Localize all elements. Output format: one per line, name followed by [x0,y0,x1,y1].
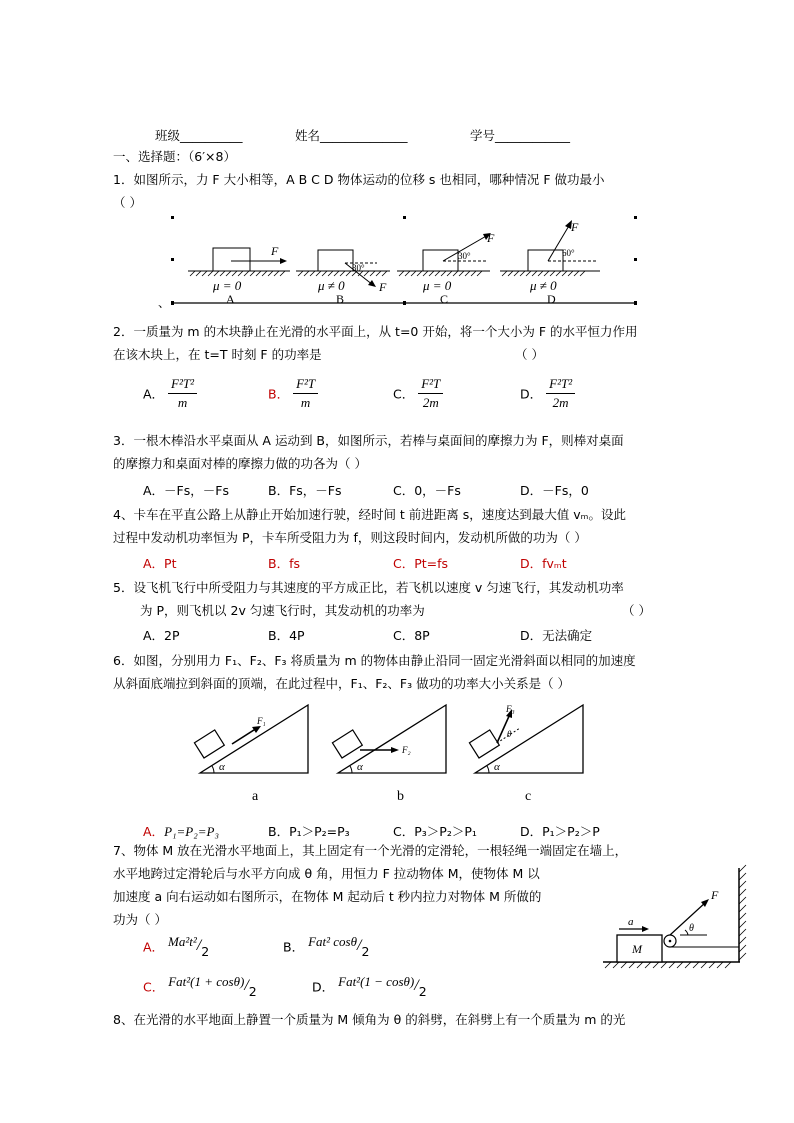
q2-option-b[interactable]: B． $\frac{\text{F²T}}{m}$ [268,376,318,411]
q6-option-b[interactable]: B．P₁＞P₂=P₃ [268,824,350,839]
svg-text:F: F [379,280,387,294]
q3-option-b[interactable]: B．Fs，－Fs [268,483,342,498]
q5-text-line2: 为 P，则飞机以 2v 匀速飞行时，其发动机的功率为 [140,603,425,618]
svg-text:a: a [252,789,259,804]
svg-text:α: α [219,761,225,773]
q2-answer-paren: （ ） [515,347,544,362]
q5-option-c[interactable]: C．8P [393,628,430,643]
q4-option-d[interactable]: D．fvₘt [520,556,567,571]
q2-option-a[interactable]: A． $\frac{\text{F²T²}}{m}$ [143,376,197,411]
q7-option-a[interactable]: A． Ma²t²/2 [143,934,210,959]
svg-text:θ: θ [507,729,512,739]
svg-text:b: b [397,789,404,804]
q5-option-b[interactable]: B．4P [268,628,305,643]
svg-text:μ = 0: μ = 0 [213,278,242,293]
q2-option-c[interactable]: C． $\frac{\text{F²T}}{2m}$ [393,376,443,411]
q5-text-line1: 5．设飞机飞行中所受阻力与其速度的平方成正比，若飞机以速度 v 匀速飞行，其发动机功率 [113,580,624,595]
svg-text:F: F [571,220,579,234]
svg-text:μ ≠ 0: μ ≠ 0 [318,278,345,293]
q3-option-d[interactable]: D．－Fs，0 [520,483,589,498]
q3-option-a[interactable]: A．－Fs，－Fs [143,483,229,498]
svg-text:F: F [487,231,495,245]
svg-text:F₂: F₂ [402,745,411,755]
svg-text:μ = 0: μ = 0 [423,278,452,293]
q6-option-a[interactable]: A．P₁=P₂=P₃ [143,824,219,839]
q1-text-line1: 1．如图所示，力 F 大小相等，A B C D 物体运动的位移 s 也相同，哪种情况 F 做功最小 [113,172,605,187]
q2-text-line2: 在该木块上，在 t=T 时刻 F 的功率是 [113,347,322,362]
q6-option-c[interactable]: C．P₃＞P₂＞P₁ [393,824,477,839]
q5-option-a[interactable]: A．2P [143,628,180,643]
svg-text:μ ≠ 0: μ ≠ 0 [530,278,557,293]
section-title: 一、选择题：（6′×8） [113,149,236,164]
q7-text-line3: 加速度 a 向右运动如右图所示，在物体 M 起动后 t 秒内拉力对物体 M 所做的 [113,889,542,904]
q1-text-line2: （ ） [113,195,142,210]
svg-text:60°: 60° [562,248,575,258]
q6-option-d[interactable]: D．P₁＞P₂＞P [520,824,600,839]
q5-option-d[interactable]: D．无法确定 [520,628,593,643]
q2-option-d[interactable]: D． $\frac{\text{F²T²}}{2m}$ [520,376,575,411]
class-field: 班级__________ [155,128,243,143]
svg-text:30°: 30° [352,263,365,273]
q6-text-line1: 6．如图，分别用力 F₁、F₂、F₃ 将质量为 m 的物体由静止沿同一固定光滑斜面以相同的加速度 [113,653,636,668]
svg-text:θ: θ [689,923,694,934]
q7-option-b[interactable]: B． Fat² cosθ/2 [283,934,370,959]
q4-text-line2: 过程中发动机功率恒为 P，卡车所受阻力为 f，则这段时间内，发动机所做的功为（ ） [113,530,587,545]
q7-text-line2: 水平地跨过定滑轮后与水平方向成 θ 角，用恒力 F 拉动物体 M，使物体 M 以 [113,866,540,881]
svg-text:M: M [632,942,642,956]
q4-option-a[interactable]: A．Pt [143,556,177,571]
q5-answer-paren: （ ） [622,603,651,618]
q7-text-line1: 7、物体 M 放在光滑水平地面上，其上固定有一个光滑的定滑轮，一根轻绳一端固定在墙上， [113,843,628,858]
svg-text:c: c [525,789,532,804]
student-id-field: 学号____________ [470,128,571,143]
q6-text-line2: 从斜面底端拉到斜面的顶端，在此过程中，F₁、F₂、F₃ 做功的功率大小关系是（ ） [113,676,571,691]
q4-text-line1: 4、卡车在平直公路上从静止开始加速行驶，经时间 t 前进距离 s，速度达到最大值 vₘ。设此 [113,507,626,522]
svg-text:F₁: F₁ [257,716,266,726]
q8-text-line1: 8、在光滑的水平地面上静置一个质量为 M 倾角为 θ 的斜劈，在斜劈上有一个质量为 m 的光 [113,1012,626,1027]
q7-option-c[interactable]: C． Fat²(1 + cosθ)/2 [143,974,257,999]
q3-text-line1: 3．一根木棒沿水平桌面从 A 运动到 B，如图所示，若棒与桌面间的摩擦力为 F，则棒对桌面 [113,433,624,448]
q7-option-d[interactable]: D． Fat²(1 − cosθ)/2 [312,974,427,999]
q3-text-line2: 的摩擦力和桌面对棒的摩擦力做的功各为（ ） [113,456,367,471]
q4-option-b[interactable]: B．fs [268,556,300,571]
svg-text:C: C [440,292,449,306]
q4-option-c[interactable]: C．Pt=fs [393,556,449,571]
q2-text-line1: 2．一质量为 m 的木块静止在光滑的水平面上，从 t=0 开始，将一个大小为 F 的水平恒力作用 [113,324,638,339]
svg-text:α: α [357,761,363,773]
svg-text:B: B [336,292,345,306]
svg-text:、: 、 [158,296,171,310]
svg-text:A: A [226,292,235,306]
svg-text:α: α [494,761,500,773]
q3-option-c[interactable]: C．0，－Fs [393,483,461,498]
svg-text:F: F [271,244,279,258]
name-field: 姓名______________ [295,128,408,143]
q7-text-line4: 功为（ ） [113,912,167,927]
svg-text:F: F [711,888,719,902]
svg-text:F₃: F₃ [506,704,515,714]
svg-text:a: a [628,916,634,928]
svg-text:D: D [547,292,556,306]
svg-text:30°: 30° [458,251,471,261]
